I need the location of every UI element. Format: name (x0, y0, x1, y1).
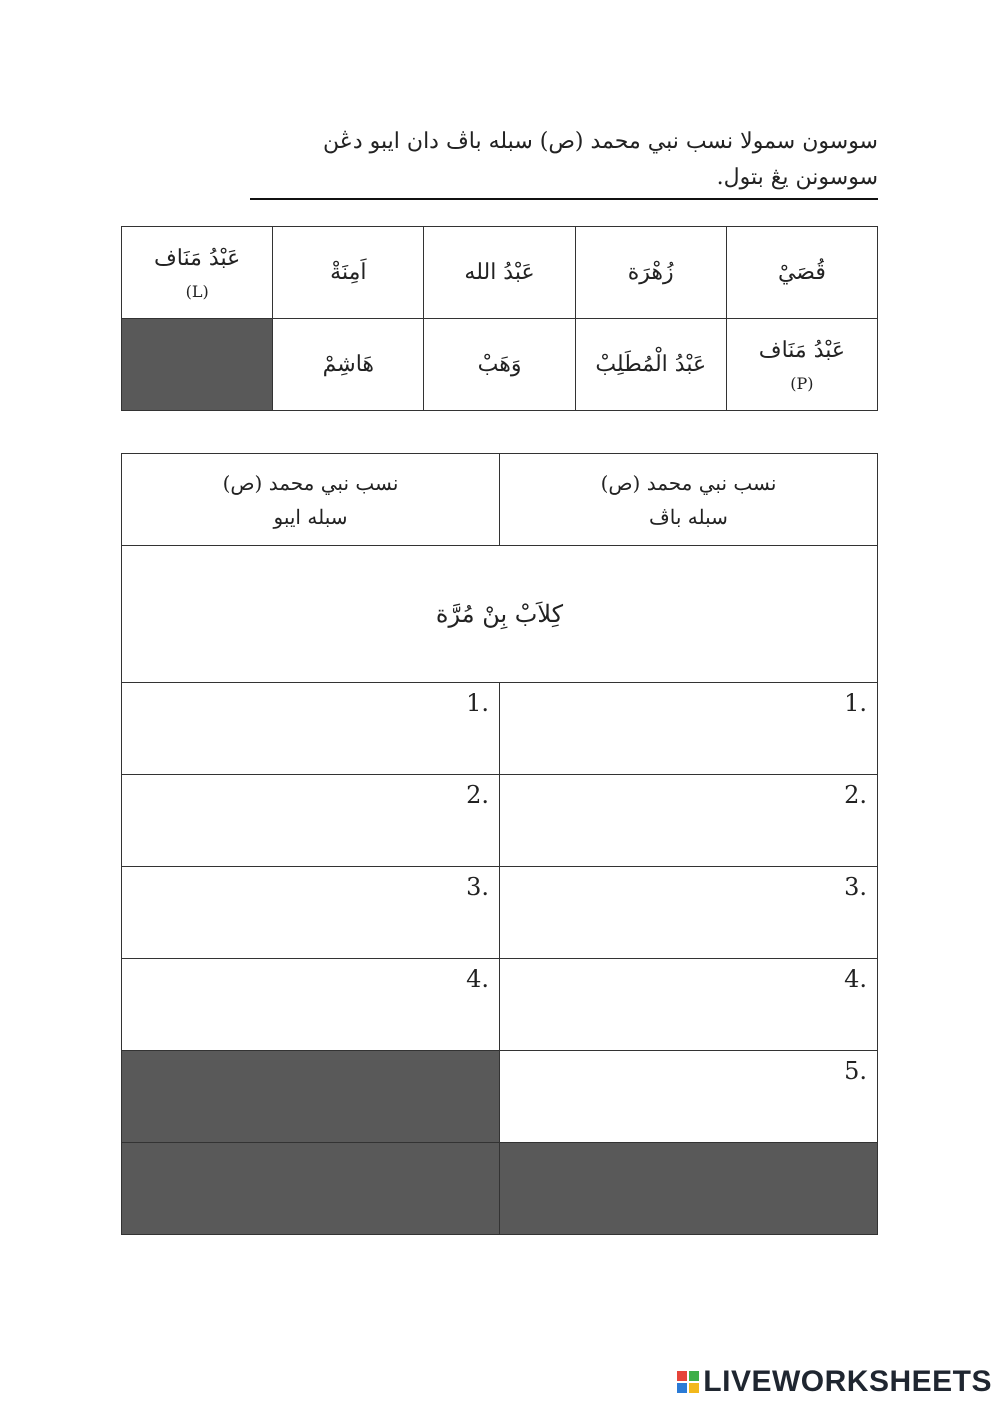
father-drop-slot[interactable] (500, 1051, 878, 1143)
instruction-text: سوسون سمولا نسب نبي محمد (ص) سبله باڤ دان ايبو دڠن سوسونن يڠ بتول. (250, 124, 878, 200)
name-card[interactable] (273, 319, 424, 411)
liveworksheets-logo-icon (677, 1371, 699, 1393)
shaded-cell (122, 319, 273, 411)
name-label: زُهْرَة (627, 259, 674, 285)
slot-number: 1. (466, 689, 489, 717)
header-row (122, 454, 878, 546)
center-row (122, 546, 878, 683)
liveworksheets-watermark (677, 1365, 992, 1399)
name-label: عَبْدُ الْمُطَلِبْ (595, 351, 707, 377)
name-label: قُصَيْ (777, 259, 826, 285)
center-name-cell: كِلاَبْ بِنْ مُرَّة (122, 546, 878, 683)
father-header-title: نسب نبي محمد (ص) (600, 470, 777, 495)
name-card[interactable] (122, 227, 273, 319)
shaded-row (122, 1143, 878, 1235)
names-row (122, 319, 878, 411)
slot-number: 3. (844, 873, 867, 901)
nasab-table (121, 453, 878, 1235)
answer-row (122, 867, 878, 959)
name-label: اَمِنَةْ (330, 259, 367, 285)
father-drop-slot[interactable] (500, 959, 878, 1051)
shaded-cell (122, 1051, 500, 1143)
names-table (121, 226, 878, 411)
name-card[interactable] (726, 319, 877, 411)
slot-number: 3. (466, 873, 489, 901)
name-card[interactable] (575, 319, 726, 411)
slot-number: 2. (466, 781, 489, 809)
answer-row (122, 683, 878, 775)
father-side-header (500, 454, 878, 546)
father-drop-slot[interactable] (500, 775, 878, 867)
slot-number: 2. (844, 781, 867, 809)
name-card[interactable] (575, 227, 726, 319)
name-label: هَاشِمْ (322, 351, 375, 377)
answer-row (122, 775, 878, 867)
name-tag: (P) (790, 374, 814, 393)
mother-header-subtitle: سبله ايبو (273, 504, 348, 529)
slot-number: 4. (466, 965, 489, 993)
mother-drop-slot[interactable] (122, 959, 500, 1051)
name-card[interactable] (424, 319, 575, 411)
mother-side-header (122, 454, 500, 546)
slot-number: 5. (844, 1057, 867, 1085)
slot-number: 4. (844, 965, 867, 993)
shaded-cell (500, 1143, 878, 1235)
name-card[interactable] (273, 227, 424, 319)
mother-drop-slot[interactable] (122, 867, 500, 959)
name-tag: (L) (185, 282, 209, 301)
answer-row (122, 1051, 878, 1143)
mother-header-title: نسب نبي محمد (ص) (222, 470, 399, 495)
name-label: عَبْدُ مَنَاف (758, 338, 846, 363)
father-drop-slot[interactable] (500, 867, 878, 959)
slot-number: 1. (844, 689, 867, 717)
father-header-subtitle: سبله باڤ (649, 504, 728, 529)
mother-drop-slot[interactable] (122, 775, 500, 867)
name-label: عَبْدُ مَنَاف (154, 246, 241, 271)
name-label: وَهَبْ (477, 351, 522, 377)
name-card[interactable] (424, 227, 575, 319)
answer-row (122, 959, 878, 1051)
watermark-text: LIVEWORKSHEETS (703, 1365, 992, 1398)
mother-drop-slot[interactable] (122, 683, 500, 775)
names-row (122, 227, 878, 319)
father-drop-slot[interactable] (500, 683, 878, 775)
name-card[interactable] (726, 227, 877, 319)
name-label: عَبْدُ الله (464, 259, 535, 285)
shaded-cell (122, 1143, 500, 1235)
